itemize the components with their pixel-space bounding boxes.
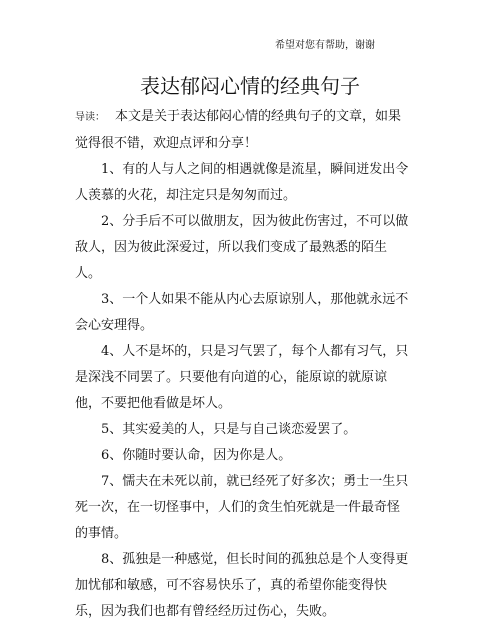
paragraph-8: 8、孤独是一种感觉，但长时间的孤独总是个人变得更加忧郁和敏感，可不容易快乐了，真的希望你能变得快乐，因为我们也都有曾经经历过伤心，失败。 — [75, 552, 409, 619]
paragraph-4: 4、人不是坏的，只是习气罢了，每个人都有习气，只是深浅不同罢了。只要他有向道的心，能原谅的就原谅他，不要把他看做是坏人。 — [75, 344, 409, 411]
paragraph-6: 6、你随时要认命，因为你是人。 — [101, 448, 292, 463]
paragraph-2: 2、分手后不可以做朋友，因为彼此伤害过，不可以做敌人，因为彼此深爱过，所以我们变成了最熟悉的陌生人。 — [75, 214, 409, 281]
header-note: 希望对您有帮助，谢谢 — [275, 40, 375, 51]
paragraph-3: 3、一个人如果不能从内心去原谅别人，那他就永远不会心安理得。 — [75, 292, 409, 333]
paragraph-5: 5、其实爱美的人，只是与自己谈恋爱罢了。 — [101, 422, 357, 437]
paragraph-1: 1、有的人与人之间的相遇就像是流星，瞬间迸发出令人羡慕的火花，却注定只是匆匆而过。 — [75, 162, 409, 203]
document-title: 表达郁闷心情的经典句子 — [140, 74, 360, 98]
intro-text: 本文是关于表达郁闷心情的经典句子的文章，如果觉得很不错，欢迎点评和分享！ — [75, 109, 402, 151]
intro-paragraph — [75, 104, 411, 157]
intro-label: 导读： — [75, 112, 105, 123]
paragraph-7: 7、懦夫在未死以前，就已经死了好多次；勇士一生只死一次，在一切怪事中，人们的贪生怕死就是一件最奇怪的事情。 — [75, 474, 409, 541]
document-body — [75, 104, 411, 625]
